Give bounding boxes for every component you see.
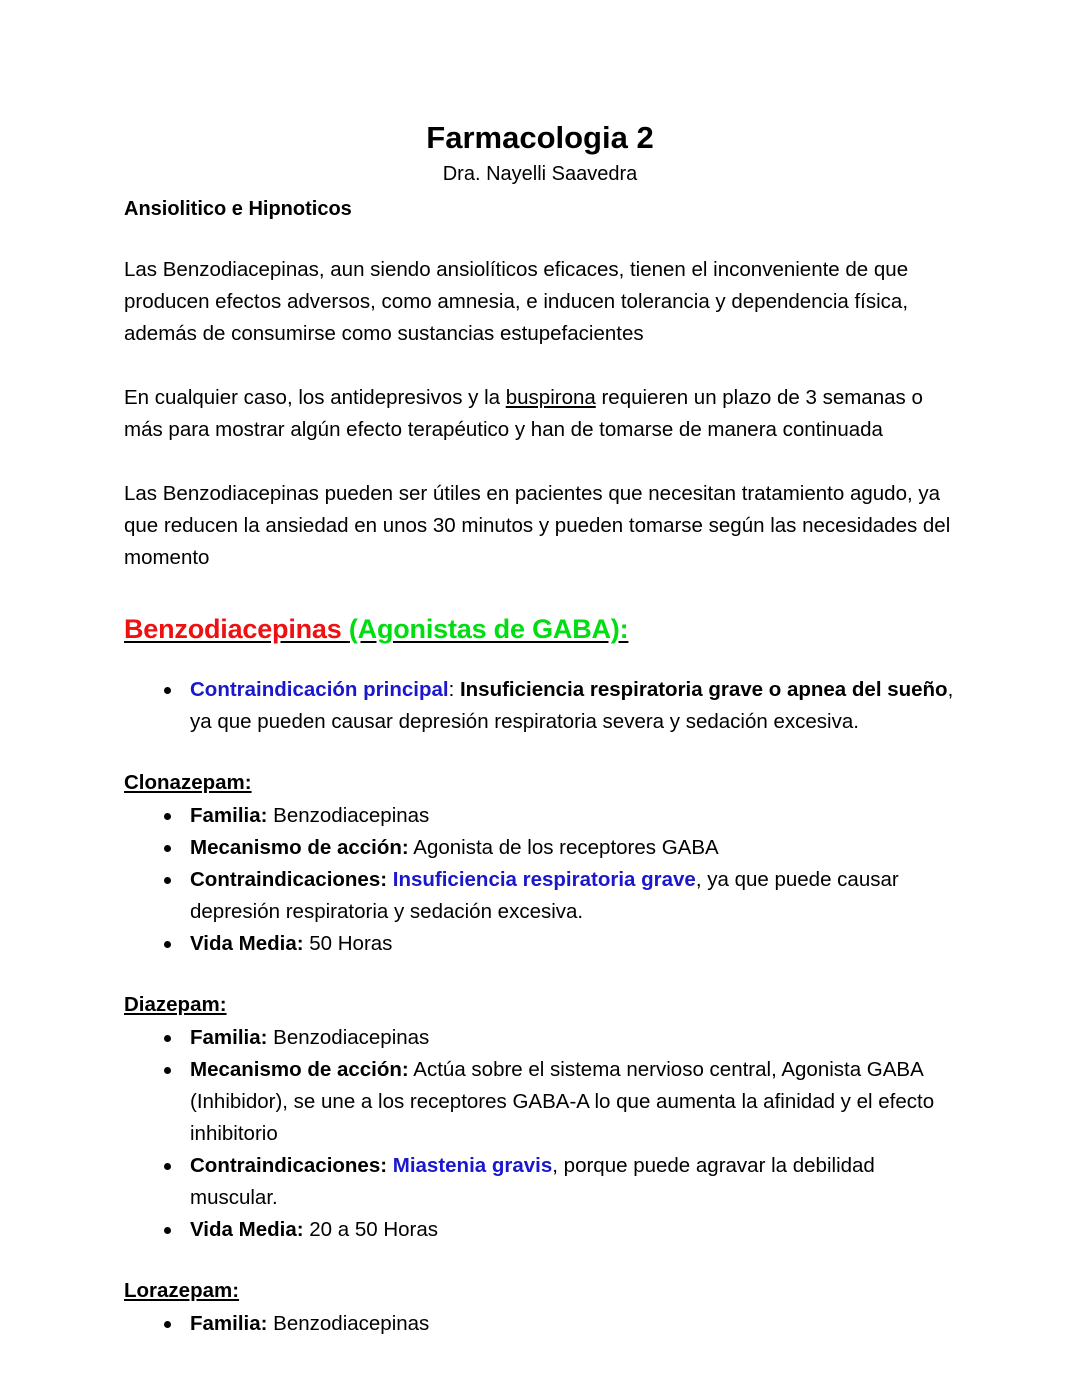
- detail-highlight: Insuficiencia respiratoria grave: [387, 868, 696, 891]
- intro-bullet-list: [124, 674, 956, 738]
- colon-separator: :: [448, 678, 455, 701]
- paragraph-tratamiento-agudo: Las Benzodiacepinas pueden ser útiles en pacientes que necesitan tratamiento agudo, ya que reducen la ansiedad en unos 30 minutos y pueden tomarse según las necesidades del momento: [124, 482, 951, 569]
- section-label: Ansiolitico e Hipnoticos: [124, 198, 352, 220]
- drug-detail-list-diazepam: [124, 1022, 956, 1246]
- list-item: [124, 1150, 956, 1214]
- detail-label: Familia:: [190, 804, 268, 827]
- contraindicacion-principal-bold: Insuficiencia respiratoria grave o apnea del sueño: [454, 678, 948, 701]
- list-item: [124, 1022, 956, 1054]
- document-content: [124, 118, 956, 1340]
- drug-block-clonazepam: [124, 768, 956, 960]
- list-item: [124, 800, 956, 832]
- detail-label: Familia:: [190, 1312, 268, 1335]
- drug-block-diazepam: [124, 990, 956, 1246]
- detail-label: Mecanismo de acción:: [190, 1058, 409, 1081]
- list-item: [124, 928, 956, 960]
- detail-highlight: Miastenia gravis: [387, 1154, 553, 1177]
- detail-label: Familia:: [190, 1026, 268, 1049]
- drug-name-clonazepam: Clonazepam:: [124, 771, 252, 794]
- contraindicacion-principal-label: Contraindicación principal: [190, 678, 449, 701]
- heading-benzodiacepinas-gaba: [124, 610, 956, 648]
- list-item: [124, 1214, 956, 1246]
- heading-red-text: Benzodiacepinas: [124, 614, 349, 644]
- paragraph-benzodiacepinas-adversos: Las Benzodiacepinas, aun siendo ansiolíticos eficaces, tienen el inconveniente de que producen efectos adversos, como amnesia, e inducen tolerancia y dependencia física, además de consumirse como sustancias estupefacientes: [124, 258, 909, 345]
- detail-value: , ya que puede causar depresión respiratoria y sedación excesiva.: [190, 868, 899, 923]
- paragraph-text-before: En cualquier caso, los antidepresivos y la: [124, 386, 506, 409]
- drug-name-lorazepam: Lorazepam:: [124, 1279, 240, 1302]
- buspirona-underlined-term: buspirona: [505, 386, 596, 409]
- drug-detail-list-lorazepam: [124, 1308, 956, 1340]
- drug-block-lorazepam: [124, 1276, 956, 1340]
- page-title: Farmacologia 2: [426, 120, 654, 155]
- list-item: [124, 864, 956, 928]
- paragraph-antidepresivos-buspirona: [124, 382, 956, 446]
- detail-value: Benzodiacepinas: [267, 1026, 430, 1049]
- paragraph-text-after: requieren un plazo de 3 semanas o más para mostrar algún efecto terapéutico y han de tomarse de manera continuada: [124, 386, 923, 441]
- detail-value: 50 Horas: [303, 932, 393, 955]
- drug-detail-list-clonazepam: [124, 800, 956, 960]
- contraindicacion-principal-rest: , ya que pueden causar depresión respiratoria severa y sedación excesiva.: [190, 678, 954, 733]
- document-author: Dra. Nayelli Saavedra: [442, 163, 638, 185]
- list-item: [124, 1308, 956, 1340]
- detail-label: Vida Media:: [190, 1218, 304, 1241]
- list-item: [124, 674, 956, 738]
- detail-value: Benzodiacepinas: [267, 804, 430, 827]
- detail-value: Benzodiacepinas: [267, 1312, 430, 1335]
- detail-value: Agonista de los receptores GABA: [408, 836, 719, 859]
- detail-value: Actúa sobre el sistema nervioso central, Agonista GABA (Inhibidor), se une a los receptores GABA-A lo que aumenta la afinidad y el efecto inhibitorio: [190, 1058, 935, 1145]
- list-item: [124, 1054, 956, 1150]
- drug-name-diazepam: Diazepam:: [124, 993, 227, 1016]
- detail-label: Mecanismo de acción:: [190, 836, 409, 859]
- detail-label: Contraindicaciones:: [190, 1154, 388, 1177]
- list-item: [124, 832, 956, 864]
- heading-green-text: (Agonistas de GABA):: [348, 614, 629, 644]
- detail-label: Vida Media:: [190, 932, 304, 955]
- detail-value: , porque puede agravar la debilidad muscular.: [190, 1154, 875, 1209]
- detail-value: 20 a 50 Horas: [303, 1218, 439, 1241]
- detail-label: Contraindicaciones:: [190, 868, 388, 891]
